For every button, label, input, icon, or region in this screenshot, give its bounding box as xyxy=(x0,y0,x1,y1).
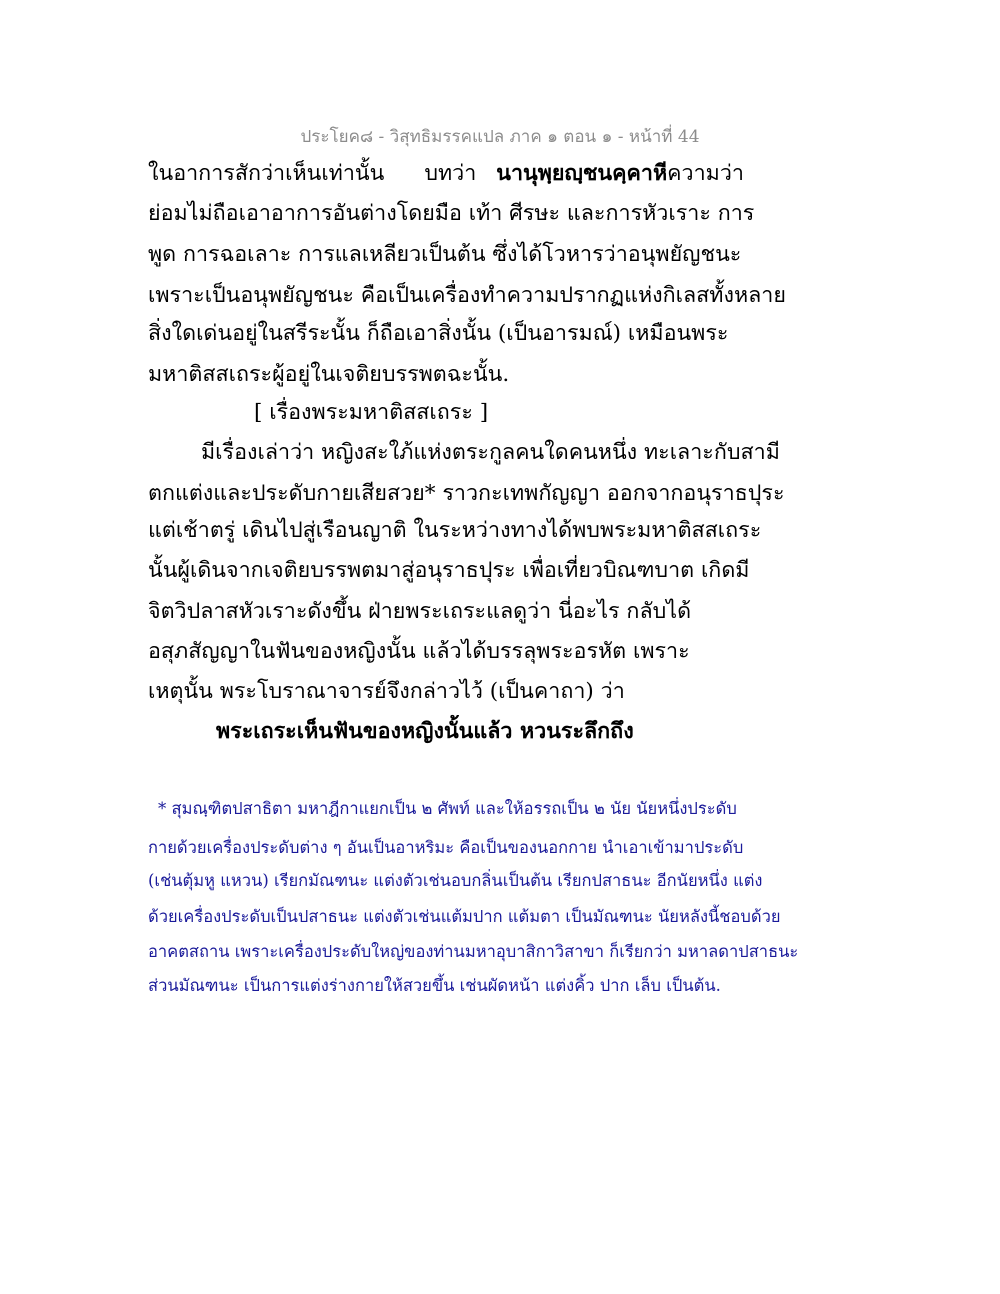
footnote-line-3: (เช่นตุ้มหู แหวน) เรียกมัณฑนะ แต่งตัวเช่นอบกลิ่นเป็นต้น เรียกปสาธนะ อีกนัยหนึ่ง แต่ง xyxy=(148,871,763,890)
body-line-8: มีเรื่องเล่าว่า หญิงสะใภ้แห่งตระกูลคนใดคนหนึ่ง ทะเลาะกับสามี xyxy=(201,440,780,465)
footnote-line-1: * สุมณฺฑิตปสาธิตา มหาฎีกาแยกเป็น ๒ ศัพท์ และให้อรรถเป็น ๒ นัย นัยหนึ่งประดับ xyxy=(158,799,737,818)
body-line-3: พูด การฉอเลาะ การแลเหลียวเป็นต้น ซึ่งได้โวหารว่าอนุพยัญชนะ xyxy=(148,242,742,267)
body-line-10: แต่เช้าตรู่ เดินไปสู่เรือนญาติ ในระหว่างทางได้พบพระมหาติสสเถระ xyxy=(148,518,762,543)
footnote-line-6: ส่วนมัณฑนะ เป็นการแต่งร่างกายให้สวยขึ้น เช่นผัดหน้า แต่งคิ้ว ปาก เล็บ เป็นต้น. xyxy=(148,976,721,995)
running-header: ประโยค๘ - วิสุทธิมรรคแปล ภาค ๑ ตอน ๑ - หน้าที่ 44 xyxy=(300,127,700,147)
footnote-line-4: ด้วยเครื่องประดับเป็นปสาธนะ แต่งตัวเช่นแต้มปาก แต้มตา เป็นมัณฑนะ นัยหลังนี้ชอบด้วย xyxy=(148,907,781,926)
body-line-2: ย่อมไม่ถือเอาอาการอันต่างโดยมือ เท้า ศีรษะ และการหัวเราะ การ xyxy=(148,201,755,226)
body-line-4: เพราะเป็นอนุพยัญชนะ คือเป็นเครื่องทำความปรากฏแห่งกิเลสทั้งหลาย xyxy=(148,283,786,308)
footnote-line-5: อาคตสถาน เพราะเครื่องประดับใหญ่ของท่านมหาอุบาสิกาวิสาขา ก็เรียกว่า มหาลดาปสาธนะ xyxy=(148,942,799,961)
body-line-9: ตกแต่งและประดับกายเสียสวย* ราวกะเทพกัญญา ออกจากอนุราธปุระ xyxy=(148,481,785,506)
verse-line: พระเถระเห็นฟันของหญิงนั้นแล้ว หวนระลึกถึง xyxy=(216,719,634,744)
footnote-line-2: กายด้วยเครื่องประดับต่าง ๆ อันเป็นอาหริมะ คือเป็นของนอกกาย นำเอาเข้ามาประดับ xyxy=(148,838,744,857)
body-line-1 xyxy=(148,159,744,189)
section-heading: [ เรื่องพระมหาติสสเถระ ] xyxy=(254,400,489,425)
text-segment: บทว่า xyxy=(424,161,477,186)
body-line-13: อสุภสัญญาในฟันของหญิงนั้น แล้วได้บรรลุพระอรหัต เพราะ xyxy=(148,639,690,664)
body-line-14: เหตุนั้น พระโบราณาจารย์จึงกล่าวไว้ (เป็นคาถา) ว่า xyxy=(148,679,625,704)
body-line-12: จิตวิปลาสหัวเราะดังขึ้น ฝ่ายพระเถระแลดูว่า นี่อะไร กลับได้ xyxy=(148,599,692,624)
body-line-6: มหาติสสเถระผู้อยู่ในเจติยบรรพตฉะนั้น. xyxy=(148,362,510,387)
body-line-11: นั้นผู้เดินจากเจติยบรรพตมาสู่อนุราธปุระ เพื่อเที่ยวบิณฑบาต เกิดมี xyxy=(148,558,750,583)
text-segment: ในอาการสักว่าเห็นเท่านั้น xyxy=(148,161,385,186)
body-line-5: สิ่งใดเด่นอยู่ในสรีระนั้น ก็ถือเอาสิ่งนั้น (เป็นอารมณ์) เหมือนพระ xyxy=(148,321,729,346)
text-segment: ความว่า xyxy=(667,161,744,186)
pali-term: นานุพฺยญฺชนคฺคาหี xyxy=(496,161,668,186)
